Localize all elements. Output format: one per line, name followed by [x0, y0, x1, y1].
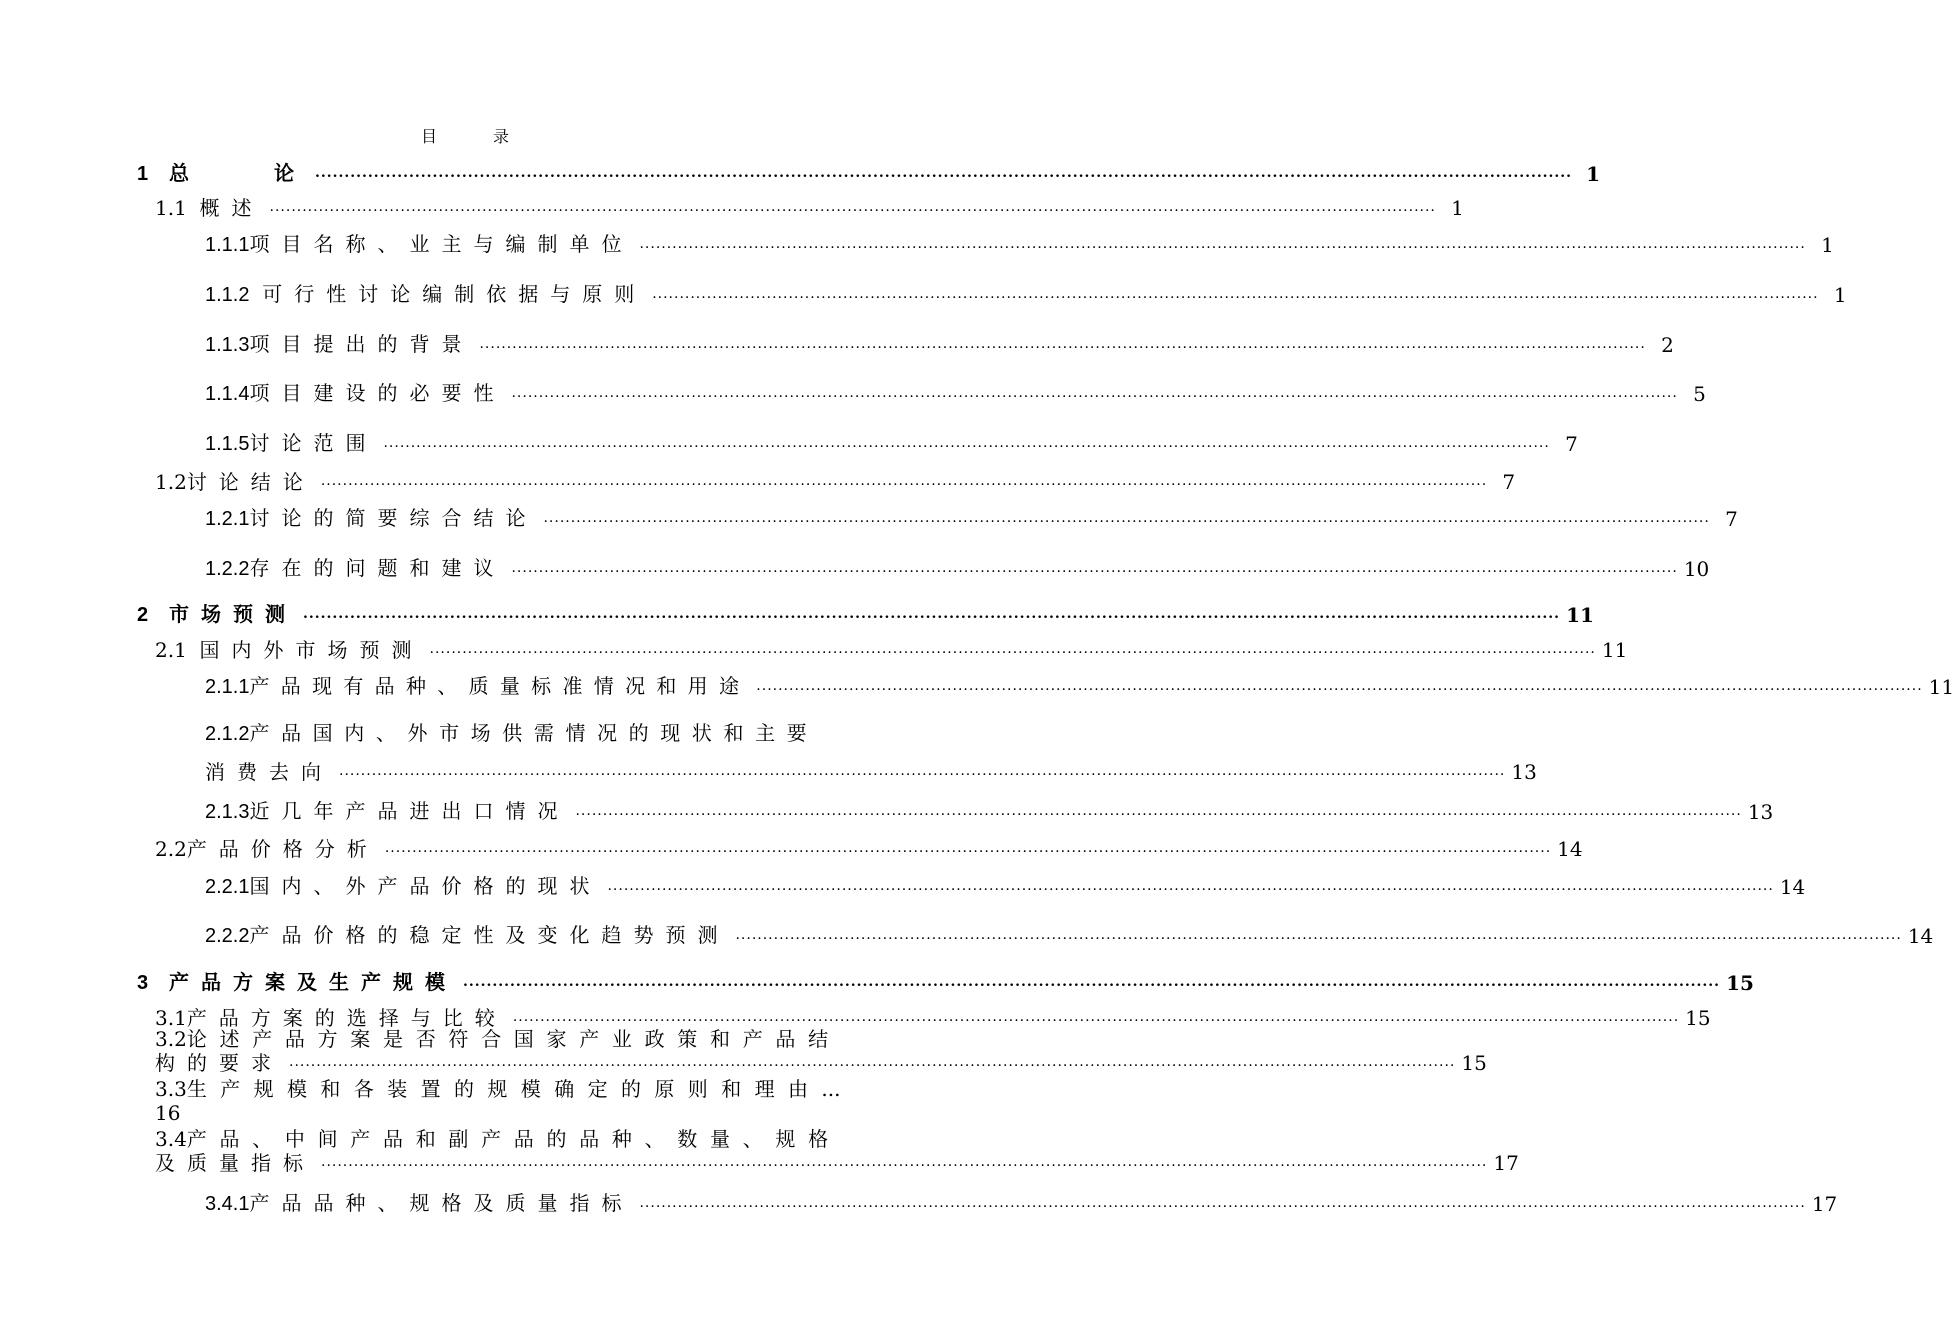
entry-page: 11	[1566, 603, 1594, 627]
entry-number: 1.1.1	[205, 234, 250, 256]
dot-leader: ......................................................................................................................................................................................................................	[575, 803, 1742, 819]
toc-entry-2-2-2[interactable]	[205, 920, 1934, 948]
dot-leader: ......................................................................................................................................................................................................................	[429, 641, 1596, 657]
entry-number: 2.1.3	[205, 801, 250, 823]
dot-leader: ......................................................................................................................................................................................................................	[639, 236, 1806, 252]
toc-entry-2-2[interactable]	[155, 833, 1583, 861]
entry-number: 2.1.2	[205, 723, 250, 745]
entry-title: 可行性讨论编制依据与原则	[262, 282, 647, 306]
entry-page: 7	[1725, 507, 1738, 531]
entry-number: 2.2	[155, 837, 187, 861]
entry-page: 14	[1907, 924, 1934, 948]
dot-leader: ......................................................................................................................................................................................................................	[543, 510, 1710, 526]
toc-entry-1-1-2[interactable]	[205, 279, 1847, 307]
toc-entry-1-1-5[interactable]	[205, 428, 1578, 456]
dot-leader: ......................................................................................................................................................................................................................	[383, 435, 1550, 451]
toc-entry-1-1[interactable]	[155, 192, 1464, 220]
entry-title: 市场预测	[169, 602, 298, 626]
entry-title: 讨论结论	[186, 470, 315, 494]
entry-number: 2.2.2	[205, 925, 250, 947]
entry-title: 国内、外产品价格的现状	[249, 874, 602, 898]
entry-number: 1.1.5	[205, 433, 250, 455]
toc-entry-1-2-1[interactable]	[205, 503, 1738, 531]
entry-title: 产品方案的选择与比较	[186, 1006, 507, 1030]
toc-entry-2-1-1[interactable]	[205, 671, 1954, 699]
entry-title: 项目提出的背景	[249, 332, 474, 356]
toc-entry-chapter-1[interactable]	[137, 158, 1601, 186]
dot-leader: ......................................................................................................................................................................................................................	[607, 878, 1774, 894]
entry-page: 11	[1928, 675, 1954, 699]
toc-title: 目 录	[420, 127, 529, 146]
dot-leader: ......................................................................................................................................................................................................................	[321, 1154, 1488, 1170]
dot-leader: ......................................................................................................................................................................................................................	[511, 560, 1678, 576]
entry-page: 11	[1601, 638, 1628, 662]
entry-title: 产品现有品种、质量标准情况和用途	[249, 674, 751, 698]
entry-title: 总 论	[169, 161, 310, 185]
entry-title: 讨论的简要综合结论	[249, 506, 538, 530]
entry-page: 14	[1557, 837, 1583, 861]
entry-page: 15	[1685, 1006, 1711, 1030]
entry-page: 1	[1451, 196, 1464, 220]
toc-entry-3-3[interactable]	[155, 1077, 852, 1125]
dot-leader: ......................................................................................................................................................................................................................	[339, 763, 1506, 779]
entry-page: 15	[1726, 971, 1754, 995]
toc-entry-2-1-3[interactable]	[205, 796, 1774, 824]
entry-number: 2	[137, 604, 149, 626]
entry-number: 1	[137, 163, 149, 185]
toc-entry-3-2[interactable]	[155, 1027, 1487, 1075]
entry-title-continued: 构的要求	[155, 1051, 283, 1075]
entry-number: 2.1	[155, 638, 187, 662]
entry-title: 产品价格的稳定性及变化趋势预测	[249, 923, 730, 947]
dot-leader: ......................................................................................................................................................................................................................	[463, 974, 1721, 990]
toc-entry-3-4-1[interactable]	[205, 1188, 1838, 1216]
toc-entry-3-4[interactable]	[155, 1127, 1519, 1175]
entry-page: 17	[1493, 1151, 1519, 1175]
entry-title: 讨论范围	[249, 431, 378, 455]
entry-title: 产品方案及生产规模	[169, 970, 458, 994]
entry-title: 项目建设的必要性	[249, 381, 506, 405]
entry-title: 国内外市场预测	[199, 638, 424, 662]
entry-title: 项目名称、业主与编制单位	[249, 232, 634, 256]
entry-page: 1	[1586, 162, 1601, 186]
entry-title: 概述	[199, 196, 264, 220]
entry-number: 3.3	[155, 1077, 187, 1101]
dot-leader: ......................................................................................................................................................................................................................	[652, 286, 1819, 302]
entry-title: 生产规模和各装置的规模确定的原则和理由	[186, 1077, 822, 1101]
toc-entry-1-2-2[interactable]	[205, 553, 1710, 581]
toc-entry-3-1[interactable]	[155, 1002, 1711, 1030]
toc-entry-1-1-3[interactable]	[205, 329, 1674, 357]
dot-leader: ......................................................................................................................................................................................................................	[315, 165, 1573, 181]
entry-page: 1	[1833, 283, 1847, 307]
entry-number: 1.2.2	[205, 558, 250, 580]
entry-page: 15	[1461, 1051, 1487, 1075]
entry-title-continued: 消费去向	[205, 760, 333, 784]
entry-number: 3.1	[155, 1006, 187, 1030]
entry-number: 1.2.1	[205, 508, 250, 530]
toc-entry-2-2-1[interactable]	[205, 871, 1806, 899]
toc-entry-1-1-1[interactable]	[205, 229, 1834, 257]
entry-number: 3	[137, 972, 149, 994]
entry-page: 2	[1661, 333, 1674, 357]
entry-number: 1.1.3	[205, 334, 250, 356]
entry-page: 13	[1511, 760, 1537, 784]
dot-leader: ......................................................................................................................................................................................................................	[511, 385, 1678, 401]
entry-number: 1.1.2	[205, 284, 250, 306]
dot-leader: ......................................................................................................................................................................................................................	[303, 606, 1561, 622]
entry-title: 产品品种、规格及质量指标	[249, 1191, 634, 1215]
entry-title: 产品价格分析	[186, 837, 379, 861]
dot-leader: ......................................................................................................................................................................................................................	[756, 678, 1923, 694]
entry-page: 7	[1502, 470, 1516, 494]
dot-leader: ......................................................................................................................................................................................................................	[639, 1195, 1806, 1211]
entry-number: 1.2	[155, 470, 187, 494]
toc-entry-1-1-4[interactable]	[205, 378, 1706, 406]
entry-number: 1.1.4	[205, 383, 250, 405]
toc-entry-chapter-2[interactable]	[137, 599, 1594, 627]
entry-number: 3.4	[155, 1127, 187, 1151]
dot-leader: ......................................................................................................................................................................................................................	[735, 927, 1902, 943]
entry-title: 产品国内、外市场供需情况的现状和主要	[249, 721, 819, 745]
entry-title-continued: 及质量指标	[155, 1151, 315, 1175]
dot-leader: ......................................................................................................................................................................................................................	[384, 840, 1552, 856]
entry-page: 1	[1821, 233, 1834, 257]
entry-page: 13	[1747, 800, 1774, 824]
dot-leader: ...	[821, 1077, 841, 1101]
entry-number: 1.1	[155, 196, 187, 220]
entry-number: 3.4.1	[205, 1193, 250, 1215]
dot-leader: ......................................................................................................................................................................................................................	[269, 199, 1436, 215]
toc-entry-chapter-3[interactable]	[137, 967, 1754, 995]
entry-page: 16	[155, 1101, 181, 1125]
entry-page: 17	[1811, 1192, 1838, 1216]
entry-title: 近几年产品进出口情况	[249, 799, 570, 823]
entry-number: 3.2	[155, 1027, 187, 1051]
entry-title: 存在的问题和建议	[249, 556, 506, 580]
entry-page: 7	[1565, 432, 1578, 456]
dot-leader: ......................................................................................................................................................................................................................	[479, 336, 1646, 352]
entry-title: 产品、中间产品和副产品的品种、数量、规格	[186, 1127, 841, 1151]
toc-entry-2-1-2[interactable]	[205, 721, 1537, 784]
dot-leader: ......................................................................................................................................................................................................................	[289, 1054, 1456, 1070]
entry-page: 10	[1683, 557, 1710, 581]
toc-entry-1-2[interactable]	[155, 466, 1516, 494]
toc-entry-2-1[interactable]	[155, 634, 1628, 662]
entry-number: 2.1.1	[205, 676, 250, 698]
entry-page: 5	[1693, 382, 1706, 406]
entry-title: 论述产品方案是否符合国家产业政策和产品结	[186, 1027, 841, 1051]
dot-leader: ......................................................................................................................................................................................................................	[512, 1009, 1680, 1025]
entry-number: 2.2.1	[205, 876, 250, 898]
dot-leader: ......................................................................................................................................................................................................................	[320, 473, 1488, 489]
entry-page: 14	[1779, 875, 1806, 899]
